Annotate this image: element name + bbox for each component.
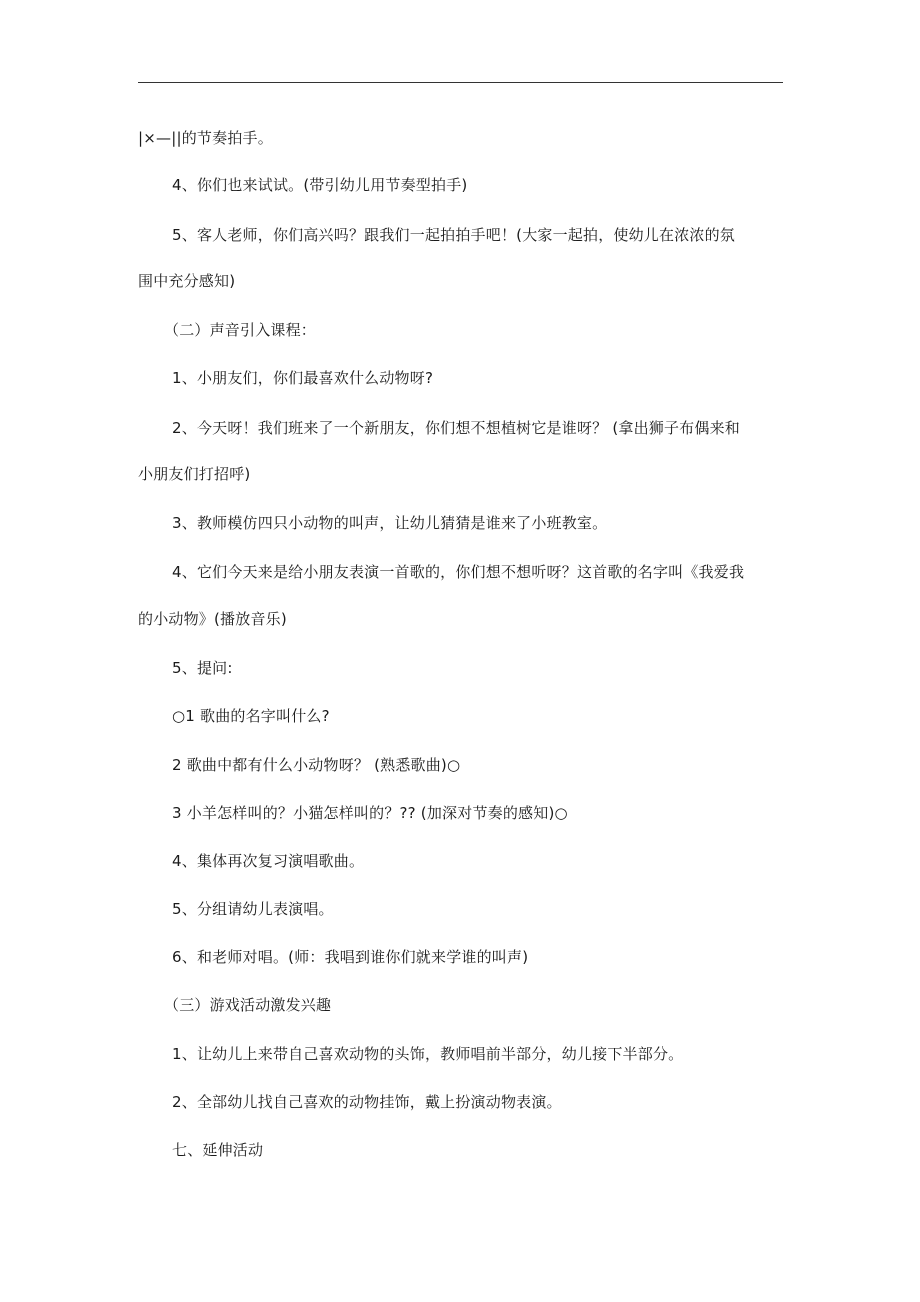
text-line-20: 1、让幼儿上来带自己喜欢动物的头饰，教师唱前半部分，幼儿接下半部分。 [172, 1045, 684, 1063]
text-line-15: 3 小羊怎样叫的？小猫怎样叫的？?? (加深对节奏的感知)○ [172, 804, 568, 822]
text-line-18: 6、和老师对唱。(师：我唱到谁你们就来学谁的叫声) [172, 948, 529, 966]
text-line-9: 3、教师模仿四只小动物的叫声，让幼儿猜猜是谁来了小班教室。 [172, 514, 608, 532]
text-line-10: 4、它们今天来是给小朋友表演一首歌的，你们想不想听呀？这首歌的名字叫《我爱我 [172, 563, 745, 581]
text-line-21: 2、全部幼儿找自己喜欢的动物挂饰，戴上扮演动物表演。 [172, 1093, 562, 1111]
section-heading-7: 七、延伸活动 [172, 1141, 264, 1159]
text-line-16: 4、集体再次复习演唱歌曲。 [172, 852, 365, 870]
text-line-7: 2、今天呀！我们班来了一个新朋友，你们想不想植树它是谁呀？ (拿出狮子布偶来和 [172, 419, 740, 437]
text-line-1: |×—||的节奏拍手。 [138, 129, 273, 147]
section-heading-3: （三）游戏活动激发兴趣 [164, 996, 332, 1014]
text-line-3: 5、客人老师，你们高兴吗？跟我们一起拍拍手吧！(大家一起拍，使幼儿在浓浓的氛 [172, 226, 735, 244]
text-line-6: 1、小朋友们，你们最喜欢什么动物呀? [172, 369, 434, 387]
text-line-11: 的小动物》(播放音乐) [138, 610, 287, 628]
text-line-12: 5、提问: [172, 659, 233, 677]
text-line-14: 2 歌曲中都有什么小动物呀？ (熟悉歌曲)○ [172, 756, 461, 774]
text-line-17: 5、分组请幼儿表演唱。 [172, 900, 334, 918]
text-line-2: 4、你们也来试试。(带引幼儿用节奏型拍手) [172, 176, 468, 194]
header-rule [138, 82, 783, 83]
text-line-13: ○1 歌曲的名字叫什么? [172, 707, 330, 725]
text-line-4: 围中充分感知) [138, 272, 236, 290]
text-line-8: 小朋友们打招呼) [138, 465, 251, 483]
section-heading-2: （二）声音引入课程： [164, 321, 317, 339]
